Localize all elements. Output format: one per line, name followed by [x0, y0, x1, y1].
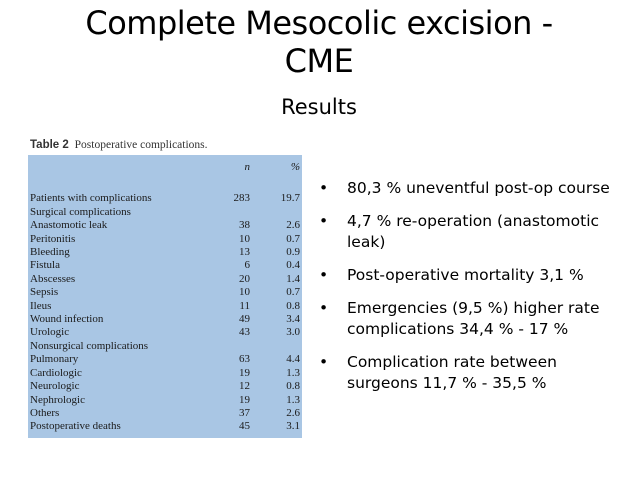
table-row [30, 313, 300, 326]
row-percent: 0.7 [286, 286, 300, 299]
row-label: Surgical complications [30, 205, 131, 218]
slide-subtitle: Results [281, 95, 357, 119]
row-percent: 19.7 [280, 192, 300, 205]
row-percent: 0.7 [286, 232, 300, 245]
row-count: 283 [233, 192, 250, 205]
row-percent: 0.9 [286, 246, 300, 259]
row-count: 49 [239, 313, 250, 326]
row-label: Anastomotic leak [30, 219, 108, 232]
complications-table [30, 161, 300, 434]
row-count: 20 [239, 272, 250, 285]
table-row [30, 326, 300, 339]
row-count: 43 [239, 326, 250, 339]
row-count: 11 [239, 299, 250, 312]
bullet-item [316, 211, 626, 253]
table-row [30, 286, 300, 299]
complications-table-panel [28, 155, 302, 438]
row-percent: 1.4 [286, 272, 300, 285]
row-label: Pulmonary [30, 353, 79, 366]
row-percent: 1.3 [286, 366, 300, 379]
row-label: Nonsurgical complications [30, 339, 149, 352]
row-label: Sepsis [30, 286, 59, 299]
bullet-dot-icon: • [319, 212, 329, 230]
row-label: Others [30, 406, 60, 419]
row-percent: 0.8 [286, 299, 300, 312]
bullet-item [316, 352, 626, 394]
row-count [190, 206, 250, 219]
bullet-text: 4,7 % re-operation (anastomotic leak) [347, 212, 600, 251]
bullet-text: Post-operative mortality 3,1 % [347, 266, 584, 284]
row-count: 63 [239, 353, 250, 366]
row-label: Abscesses [30, 272, 76, 285]
row-label: Fistula [30, 259, 60, 272]
row-percent: 0.4 [286, 259, 300, 272]
slide-title-line-2: CME [284, 42, 354, 80]
results-bullet-list [316, 178, 626, 406]
bullet-dot-icon: • [319, 266, 329, 284]
row-label: Urologic [30, 326, 70, 339]
bullet-text: Emergencies (9,5 %) higher rate complications 34,4 % - 17 % [347, 299, 600, 338]
slide-title-line-1: Complete Mesocolic excision - [85, 4, 553, 42]
row-percent: 2.6 [286, 406, 300, 419]
table-row [30, 420, 300, 433]
table-row [30, 192, 300, 205]
bullet-dot-icon: • [319, 353, 329, 371]
row-count: 10 [239, 286, 250, 299]
table-row [30, 259, 300, 272]
bullet-item [316, 298, 626, 340]
bullet-text: 80,3 % uneventful post-op course [347, 179, 610, 197]
bullet-item [316, 265, 626, 286]
row-label: Wound infection [30, 313, 104, 326]
row-count: 10 [239, 232, 250, 245]
row-count: 37 [239, 406, 250, 419]
row-percent: 1.3 [286, 393, 300, 406]
header-n: n [244, 161, 250, 173]
table-row [30, 394, 300, 407]
bullet-dot-icon: • [319, 299, 329, 317]
row-percent: 2.6 [286, 219, 300, 232]
row-percent [250, 340, 300, 353]
row-percent: 0.8 [286, 380, 300, 393]
table-row [30, 353, 300, 366]
row-label: Peritonitis [30, 232, 76, 245]
table-header-spacer [30, 174, 300, 192]
table-caption-text: Postoperative complications. [74, 139, 208, 151]
table-row [30, 246, 300, 259]
header-label [30, 161, 190, 174]
table-row [30, 273, 300, 286]
row-label: Nephrologic [30, 393, 85, 406]
header-pct: % [290, 161, 300, 173]
bullet-item [316, 178, 626, 199]
row-count: 12 [239, 380, 250, 393]
slide-title [0, 4, 638, 80]
row-count: 19 [239, 393, 250, 406]
table-row [30, 206, 300, 219]
table-row [30, 233, 300, 246]
table-header-row [30, 161, 300, 174]
row-label: Postoperative deaths [30, 420, 121, 433]
table-caption [30, 139, 208, 151]
table-row [30, 340, 300, 353]
row-percent [250, 206, 300, 219]
bullet-dot-icon: • [319, 179, 329, 197]
row-count: 19 [239, 366, 250, 379]
row-count: 38 [239, 219, 250, 232]
table-row [30, 367, 300, 380]
row-percent: 3.4 [286, 313, 300, 326]
table-row [30, 407, 300, 420]
table-row [30, 300, 300, 313]
bullet-text: Complication rate between surgeons 11,7 % - 35,5 % [347, 353, 557, 392]
row-label: Neurologic [30, 380, 80, 393]
table-body [30, 192, 300, 433]
row-label: Patients with complications [30, 192, 152, 205]
row-count: 6 [244, 259, 250, 272]
table-caption-number: Table 2 [30, 139, 69, 151]
table-row [30, 219, 300, 232]
row-label: Bleeding [30, 246, 70, 259]
row-percent: 4.4 [286, 353, 300, 366]
row-count [190, 340, 250, 353]
row-percent: 3.1 [286, 420, 300, 433]
row-percent: 3.0 [286, 326, 300, 339]
row-label: Cardiologic [30, 366, 82, 379]
table-row [30, 380, 300, 393]
row-count: 13 [239, 246, 250, 259]
row-label: Ileus [30, 299, 52, 312]
row-count: 45 [239, 420, 250, 433]
